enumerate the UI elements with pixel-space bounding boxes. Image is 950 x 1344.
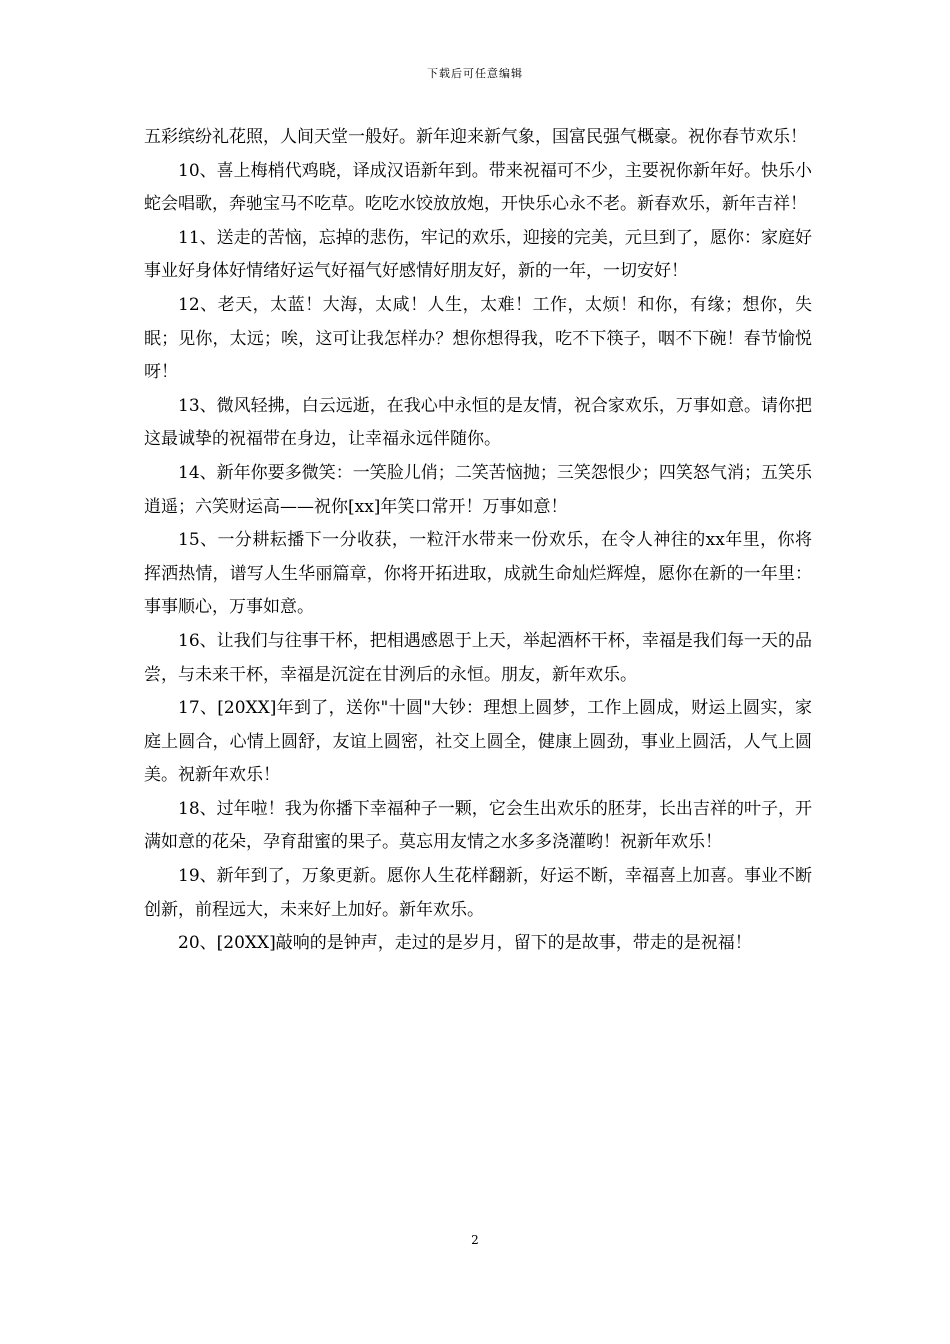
paragraph-item-20: 20、[20XX]敲响的是钟声，走过的是岁月，留下的是故事，带走的是祝福！	[178, 933, 752, 954]
paragraph-item-17: 17、[20XX]年到了，送你"十圆"大钞：理想上圆梦，工作上圆成，财运上圆实，家庭上圆合，心情上圆舒，友谊上圆密，社交上圆全，健康上圆劲，事业上圆活，人气上圆美。祝新年欢乐！	[144, 698, 812, 786]
paragraph-item-18: 18、过年啦！我为你播下幸福种子一颗，它会生出欢乐的胚芽，长出吉祥的叶子，开满如意的花朵，孕育甜蜜的果子。莫忘用友情之水多多浇灌哟！祝新年欢乐！	[144, 798, 812, 853]
paragraph-item-13: 13、微风轻拂，白云远逝，在我心中永恒的是友情，祝合家欢乐，万事如意。请你把这最诚挚的祝福带在身边，让幸福永远伴随你。	[144, 395, 812, 450]
paragraph-item-16: 16、让我们与往事干杯，把相遇感恩于上天，举起酒杯干杯，幸福是我们每一天的品尝，与未来干杯，幸福是沉淀在甘洌后的永恒。朋友，新年欢乐。	[144, 630, 812, 685]
paragraph-item-11: 11、送走的苦恼，忘掉的悲伤，牢记的欢乐，迎接的完美，元旦到了，愿你：家庭好事业好身体好情绪好运气好福气好感情好朋友好，新的一年，一切安好！	[144, 227, 812, 282]
paragraph-item-15: 15、一分耕耘播下一分收获，一粒汗水带来一份欢乐，在令人神往的xx年里，你将挥洒热情，谱写人生华丽篇章，你将开拓进取，成就生命灿烂辉煌，愿你在新的一年里：事事顺心，万事如意。	[144, 530, 812, 618]
page-header: 下载后可任意编辑	[427, 67, 523, 80]
paragraph-continuation: 五彩缤纷礼花照，人间天堂一般好。新年迎来新气象，国富民强气概豪。祝你春节欢乐！	[144, 127, 807, 147]
paragraph-item-14: 14、新年你要多微笑：一笑脸儿俏；二笑苦恼抛；三笑怨恨少；四笑怒气消；五笑乐逍遥；六笑财运高——祝你[xx]年笑口常开！万事如意！	[144, 462, 812, 517]
paragraph-item-19: 19、新年到了，万象更新。愿你人生花样翻新，好运不断，幸福喜上加喜。事业不断创新，前程远大，未来好上加好。新年欢乐。	[144, 866, 812, 920]
paragraph-item-12: 12、老天，太蓝！大海，太咸！人生，太难！工作，太烦！和你，有缘；想你，失眠；见你，太远；唉，这可让我怎样办？想你想得我，吃不下筷子，咽不下碗！春节愉悦呀！	[144, 294, 812, 383]
paragraph-item-10: 10、喜上梅梢代鸡晓，译成汉语新年到。带来祝福可不少，主要祝你新年好。快乐小蛇会唱歌，奔驰宝马不吃草。吃吃水饺放放炮，开快乐心永不老。新春欢乐，新年吉祥！	[144, 160, 812, 215]
page-number: 2	[471, 1233, 479, 1247]
document-body	[144, 121, 812, 961]
